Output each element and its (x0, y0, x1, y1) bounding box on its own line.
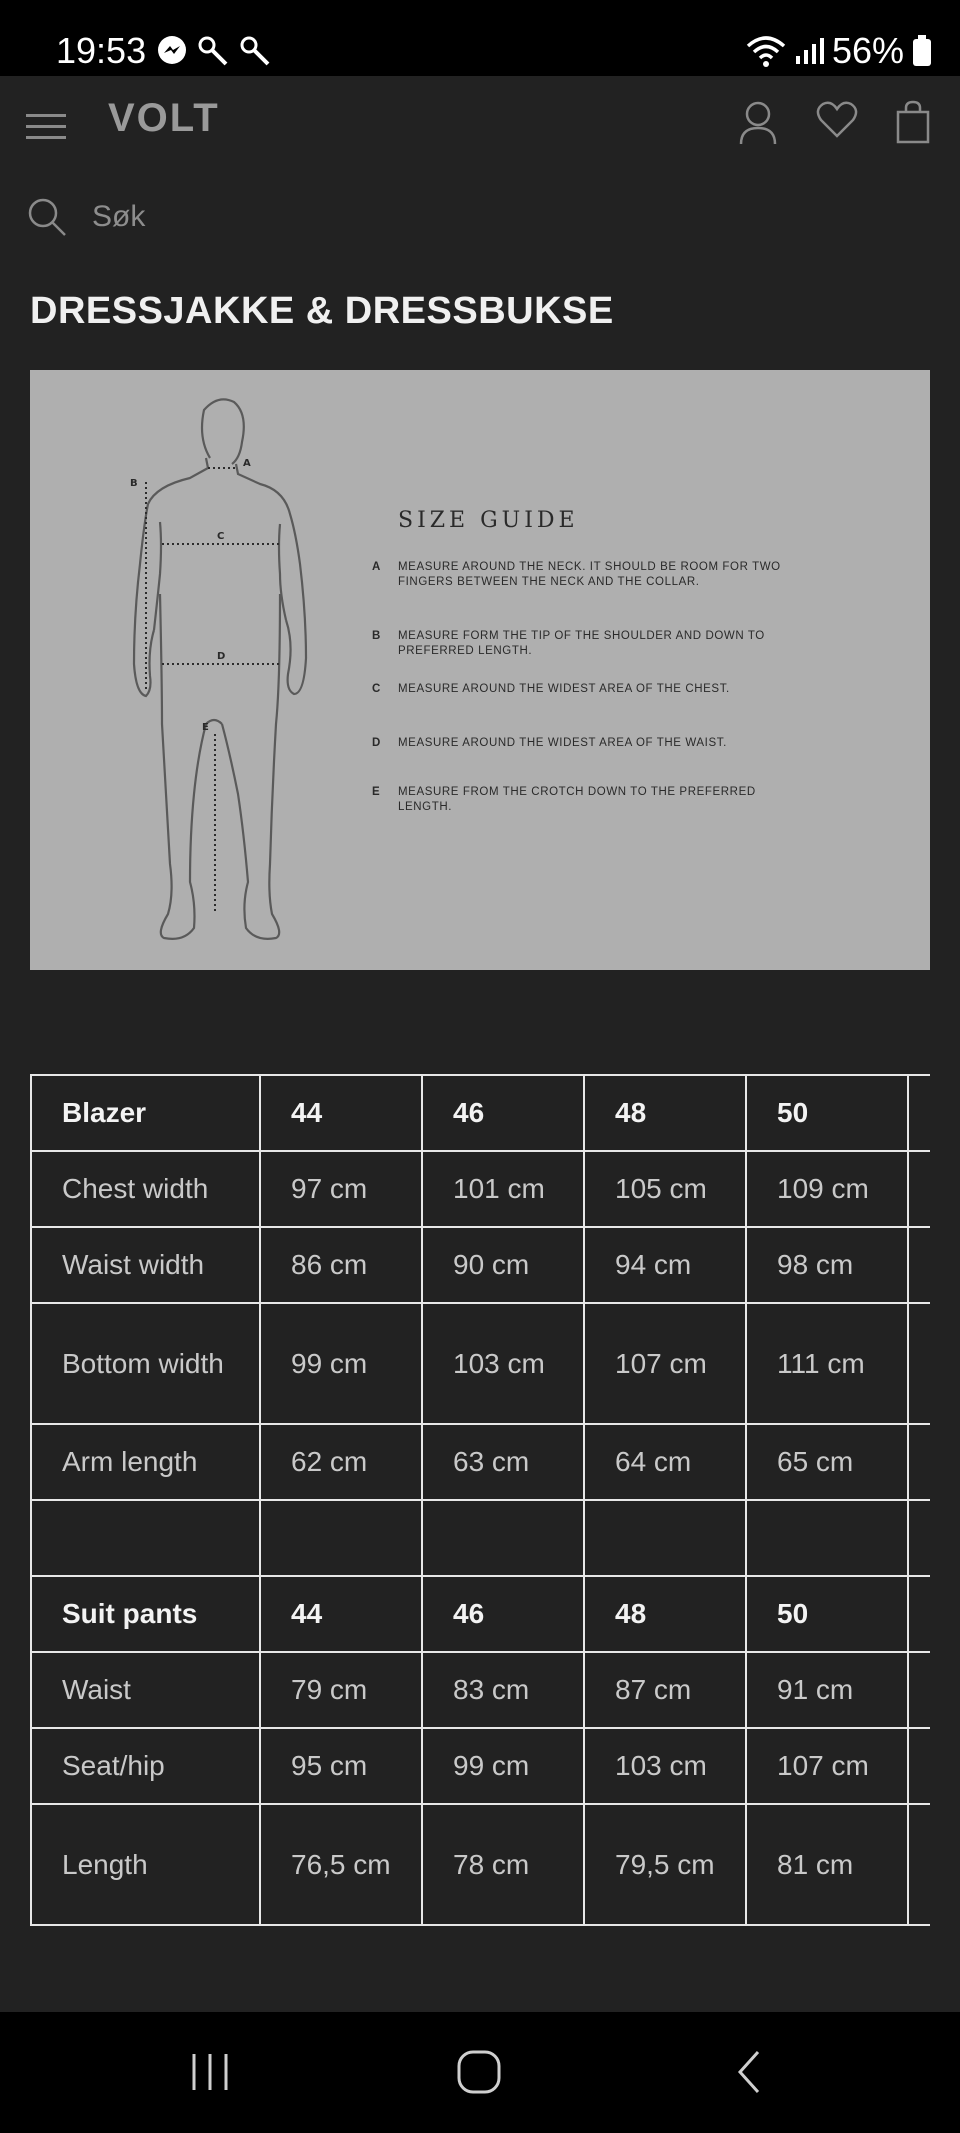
table-cell (31, 1500, 260, 1576)
table-cell: Chest width (31, 1151, 260, 1227)
table-cell: 109 cm (746, 1151, 908, 1227)
table-cell: 63 cm (422, 1424, 584, 1500)
table-cell (746, 1500, 908, 1576)
table-header-cell: 44 (260, 1576, 422, 1652)
table-cell (584, 1500, 746, 1576)
table-header-cell: 46 (422, 1075, 584, 1151)
tool-icon (238, 34, 272, 68)
search-bar[interactable] (26, 196, 926, 240)
table-cell (908, 1424, 930, 1500)
figure-label-c: C (217, 531, 225, 542)
table-cell: 64 cm (584, 1424, 746, 1500)
table-cell: 79,5 cm (584, 1804, 746, 1925)
table-cell: 99 cm (260, 1303, 422, 1424)
table-cell: 90 cm (422, 1227, 584, 1303)
table-cell: 78 cm (422, 1804, 584, 1925)
table-row (31, 1728, 930, 1804)
table-cell: 65 cm (746, 1424, 908, 1500)
table-cell: 81 cm (746, 1804, 908, 1925)
table-cell: 103 cm (584, 1728, 746, 1804)
guide-item-b: B MEASURE FORM THE TIP OF THE SHOULDER AND DOWN TO PREFERRED LENGTH. (372, 630, 765, 657)
tool-icon (196, 34, 230, 68)
table-cell: Bottom width (31, 1303, 260, 1424)
table-cell: 98 cm (746, 1227, 908, 1303)
table-cell: Seat/hip (31, 1728, 260, 1804)
status-bar (0, 0, 960, 76)
table-cell: 91 cm (746, 1652, 908, 1728)
guide-item-c: C MEASURE AROUND THE WIDEST AREA OF THE CHEST. (372, 683, 730, 695)
table-cell: 111 cm (746, 1303, 908, 1424)
table-cell: Waist (31, 1652, 260, 1728)
recent-apps-icon[interactable] (188, 2050, 232, 2094)
table-cell: 105 cm (584, 1151, 746, 1227)
table-cell: 76,5 cm (260, 1804, 422, 1925)
bag-icon[interactable] (896, 100, 930, 144)
size-table-container[interactable] (30, 1074, 930, 1926)
figure-label-e: E (202, 722, 209, 733)
table-cell: 107 cm (746, 1728, 908, 1804)
table-cell (908, 1804, 930, 1925)
status-time: 19:53 (56, 30, 147, 71)
table-header-cell: 44 (260, 1075, 422, 1151)
table-cell (422, 1500, 584, 1576)
table-cell: 86 cm (260, 1227, 422, 1303)
table-row (31, 1227, 930, 1303)
table-header-cell: 50 (746, 1075, 908, 1151)
search-input[interactable]: Søk (92, 200, 146, 233)
table-header-cell: Suit pants (31, 1576, 260, 1652)
guide-item-a: A MEASURE AROUND THE NECK. IT SHOULD BE ROOM FOR TWO FINGERS BETWEEN THE NECK AND THE COLLAR. (372, 561, 781, 588)
table-header-cell: Blazer (31, 1075, 260, 1151)
table-cell: 97 cm (260, 1151, 422, 1227)
figure-label-d: D (217, 651, 226, 662)
table-cell: Length (31, 1804, 260, 1925)
table-cell (908, 1151, 930, 1227)
body-figure-illustration (120, 394, 340, 954)
search-icon[interactable] (26, 196, 68, 238)
battery-icon (912, 35, 932, 67)
table-cell: 87 cm (584, 1652, 746, 1728)
guide-item-e: E MEASURE FROM THE CROTCH DOWN TO THE PREFERRED LENGTH. (372, 786, 756, 813)
table-cell: 83 cm (422, 1652, 584, 1728)
table-row (31, 1151, 930, 1227)
figure-label-a: A (243, 458, 251, 469)
table-cell: 107 cm (584, 1303, 746, 1424)
size-guide-title: SIZE GUIDE (398, 508, 579, 533)
table-cell (908, 1576, 930, 1652)
figure-label-b: B (130, 478, 138, 489)
table-cell: 79 cm (260, 1652, 422, 1728)
app-header (0, 76, 960, 176)
wifi-icon (746, 34, 786, 68)
table-row (31, 1424, 930, 1500)
table-cell: Waist width (31, 1227, 260, 1303)
table-header-cell: 46 (422, 1576, 584, 1652)
table-cell (908, 1227, 930, 1303)
table-row (31, 1652, 930, 1728)
table-header-cell: 48 (584, 1075, 746, 1151)
messenger-icon (156, 34, 188, 66)
guide-item-d: D MEASURE AROUND THE WIDEST AREA OF THE WAIST. (372, 737, 727, 749)
account-icon[interactable] (738, 100, 778, 146)
pants-header-row (31, 1576, 930, 1652)
home-icon[interactable] (456, 2049, 502, 2095)
table-cell: 94 cm (584, 1227, 746, 1303)
table-cell (908, 1728, 930, 1804)
table-cell: 101 cm (422, 1151, 584, 1227)
table-cell: 99 cm (422, 1728, 584, 1804)
blazer-header-row (31, 1075, 930, 1151)
table-cell: 62 cm (260, 1424, 422, 1500)
table-cell: 103 cm (422, 1303, 584, 1424)
table-row (31, 1804, 930, 1925)
page-title: DRESSJAKKE & DRESSBUKSE (30, 290, 614, 332)
table-cell (908, 1652, 930, 1728)
table-cell (260, 1500, 422, 1576)
empty-row (31, 1500, 930, 1576)
table-header-cell: 50 (746, 1576, 908, 1652)
size-guide-image (30, 370, 930, 970)
signal-icon (794, 36, 824, 66)
table-row (31, 1303, 930, 1424)
table-cell (908, 1303, 930, 1424)
menu-icon[interactable] (26, 106, 66, 146)
table-header-cell: 48 (584, 1576, 746, 1652)
table-cell: Arm length (31, 1424, 260, 1500)
table-cell: 95 cm (260, 1728, 422, 1804)
battery-percent: 56% (831, 30, 904, 71)
heart-icon[interactable] (816, 100, 858, 140)
notification-icons (156, 34, 272, 68)
size-table (30, 1074, 930, 1926)
system-nav-bar (0, 2012, 960, 2133)
brand-logo[interactable]: VOLT (108, 96, 220, 140)
back-icon[interactable] (734, 2049, 764, 2095)
table-cell (908, 1075, 930, 1151)
table-cell (908, 1500, 930, 1576)
